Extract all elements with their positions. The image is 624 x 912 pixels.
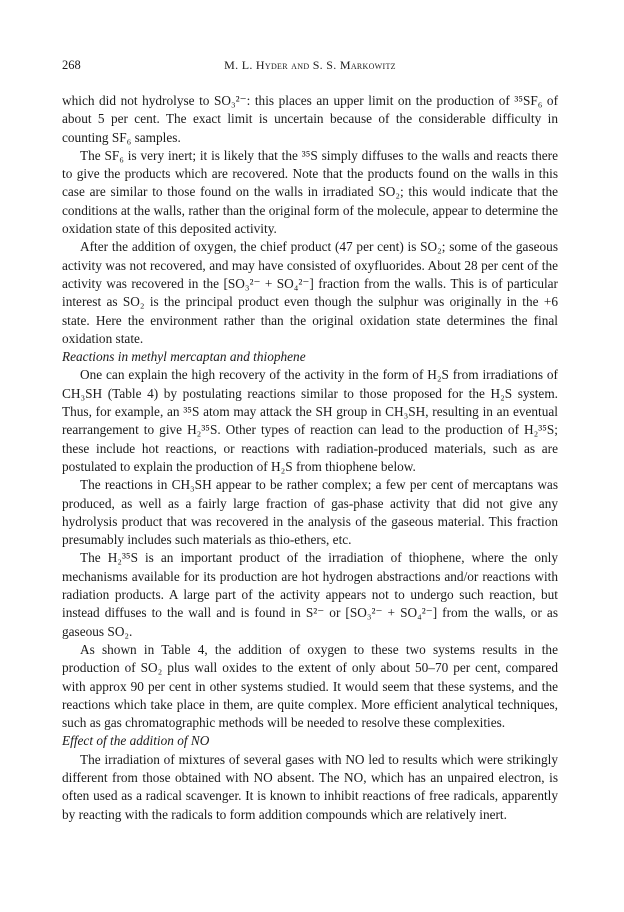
paragraph-intro-2: The SF₆ is very inert; it is likely that the ³⁵S simply diffuses to the walls and reacts there to give the products which are recovered. Note that the products found on the walls in this case are similar to those found on the walls in irradiated SO₂; this would indicate that the conditions at the walls, rather than the original form of the molecule, appear to determine the oxidation state of this deposited activity.	[62, 147, 558, 237]
paragraph-methyl-2: The reactions in CH₃SH appear to be rather complex; a few per cent of mercaptans was produced, as well as a fairly large fraction of gas-phase activity that did not give any hydrolysis product that was recovered in the analysis of the gaseous material. This fraction presumably includes such materials as thio-ethers, etc.	[62, 477, 558, 548]
page-number: 268	[62, 58, 81, 72]
section-heading-methyl-mercaptan: Reactions in methyl mercaptan and thiophene	[62, 349, 306, 365]
body-text	[62, 92, 558, 824]
paragraph-methyl-3: The H₂³⁵S is an important product of the irradiation of thiophene, where the only mechanisms available for its production are hot hydrogen abstractions and/or reactions with radiation products. A large part of the activity appears not to undergo such reaction, but instead diffuses to the wall and is found in S²⁻ or [SO₃²⁻ + SO₄²⁻] from the walls, or as gaseous SO₂.	[62, 550, 558, 639]
paragraph-no-1: The irradiation of mixtures of several gases with NO led to results which were strikingly different from those obtained with NO absent. The NO, which has an unpaired electron, is often used as a radical scavenger. It is known to inhibit reactions of free radicals, apparently by reacting with the radicals to form addition compounds which are relatively inert.	[62, 751, 558, 822]
paragraph-methyl-4: As shown in Table 4, the addition of oxygen to these two systems results in the production of SO₂ plus wall oxides to the extent of only about 50–70 per cent, compared with approx 90 per cent in other systems studied. It would seem that these systems, and the reactions which take place in them, are quite complex. More efficient analytical techniques, such as gas chromatographic methods will be needed to resolve these complexities.	[62, 641, 558, 731]
paragraph-intro-1: which did not hydrolyse to SO₃²⁻: this places an upper limit on the production of ³⁵SF₆ of about 5 per cent. The exact limit is uncertain because of the considerable difficulty in counting SF₆ samples.	[62, 93, 558, 145]
paragraph-methyl-1: One can explain the high recovery of the activity in the form of H₂S from irradiations of CH₃SH (Table 4) by postulating reactions similar to those proposed for the H₂S system. Thus, for example, an ³⁵S atom may attack the SH group in CH₃SH, resulting in an eventual rearrangement to give H₂³⁵S. Other types of reaction can lead to the production of H₂³⁵S; these include hot reactions, or reactions with radiation-produced materials, such as are postulated to explain the production of H₂S from thiophene below.	[62, 367, 558, 474]
section-heading-no-addition: Effect of the addition of NO	[62, 733, 210, 749]
paragraph-intro-3: After the addition of oxygen, the chief product (47 per cent) is SO₂; some of the gaseous activity was not recovered, and may have consisted of oxyfluorides. About 28 per cent of the activity was recovered in the [SO₃²⁻ + SO₄²⁻] fraction from the walls. This is of particular interest as SO₂ is the principal product even though the sulphur was originally in the +6 state. Here the environment rather than the original oxidation state determines the final oxidation state.	[62, 239, 558, 346]
page-header	[62, 58, 558, 76]
running-head: M. L. Hyder and S. S. Markowitz	[224, 58, 396, 72]
